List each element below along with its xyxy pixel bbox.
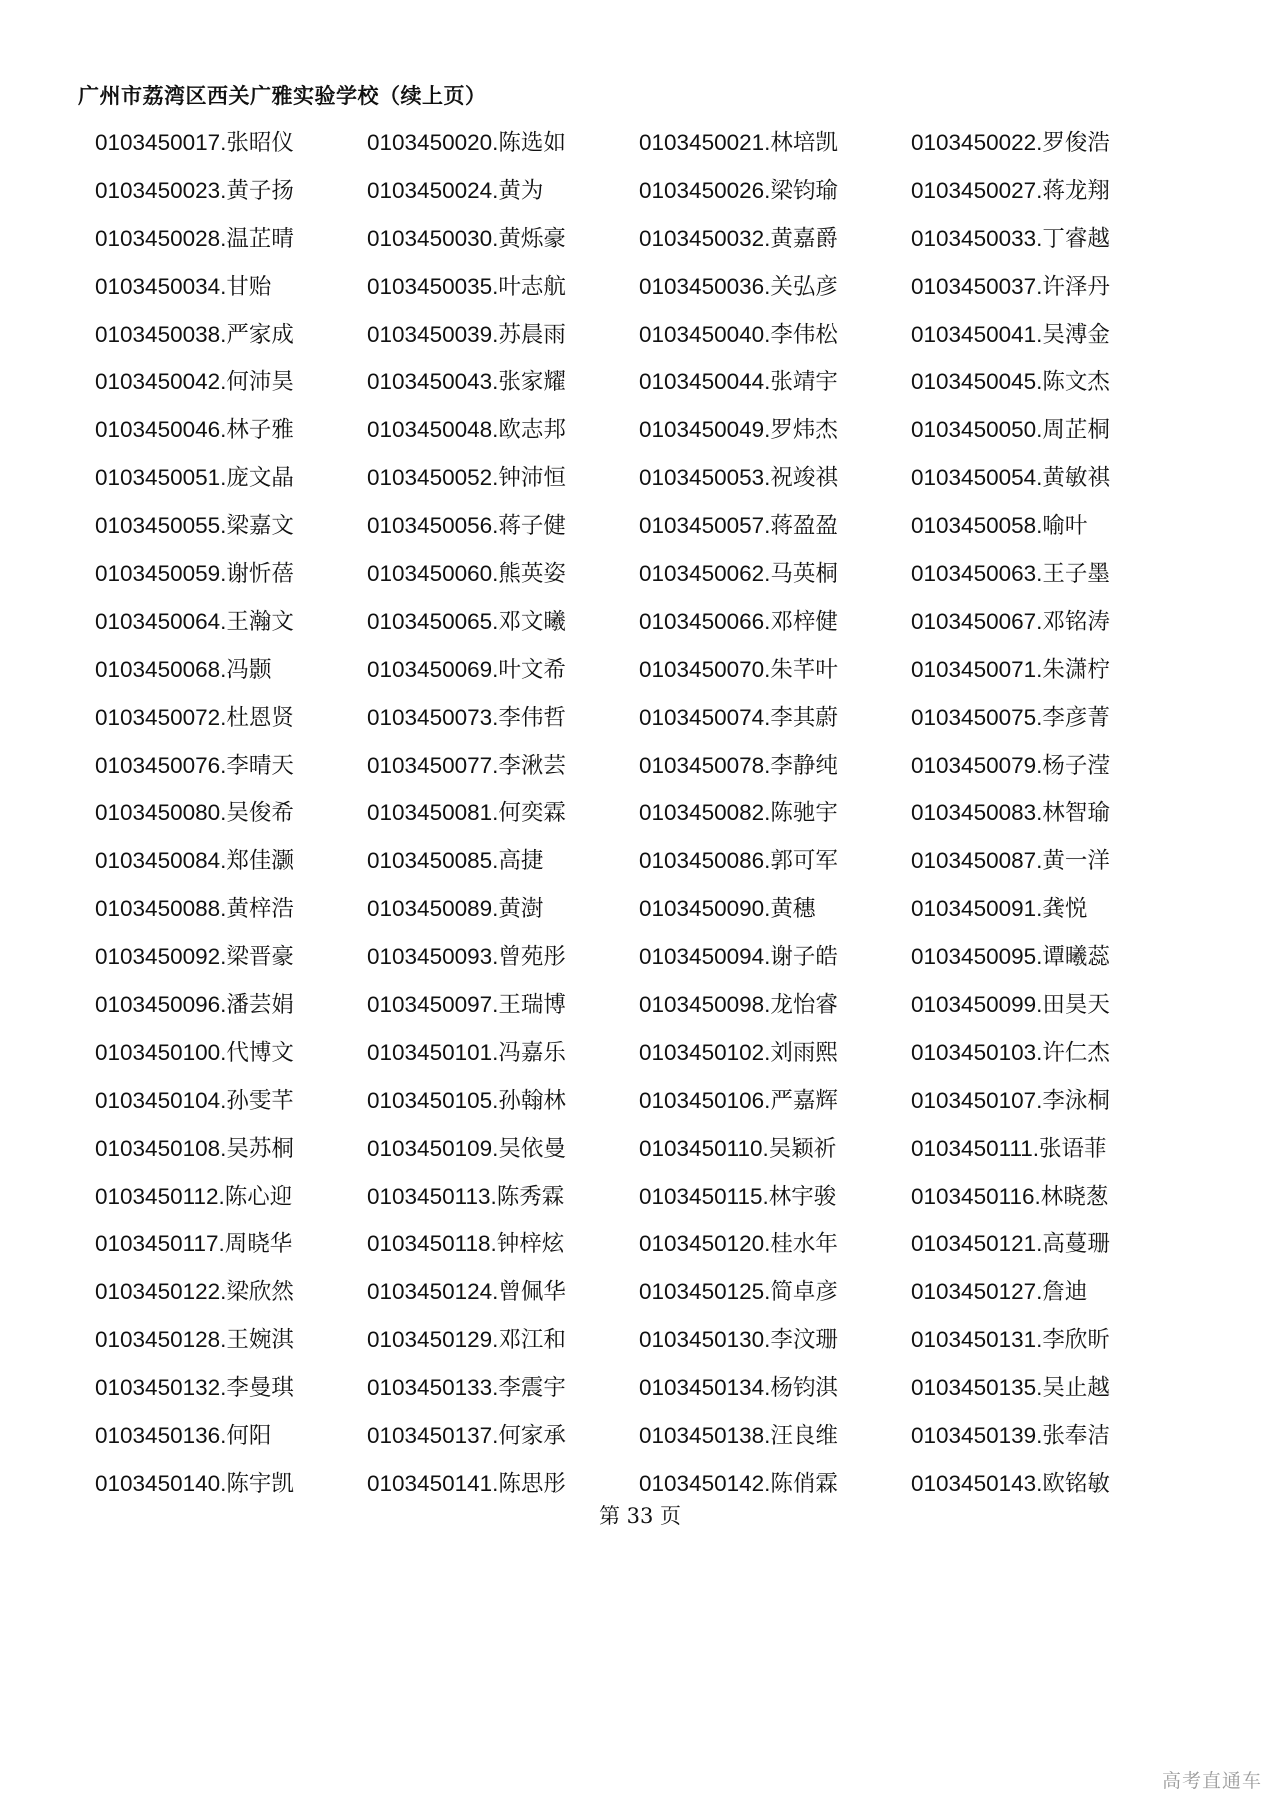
student-entry: 0103450062.马英桐 — [639, 561, 838, 587]
student-entry: 0103450099.田昊天 — [911, 992, 1110, 1018]
student-entry: 0103450088.黄梓浩 — [95, 896, 294, 922]
student-entry: 0103450120.桂水年 — [639, 1231, 838, 1257]
student-entry: 0103450118.钟梓炫 — [367, 1231, 565, 1257]
student-entry: 0103450064.王瀚文 — [95, 608, 294, 634]
student-entry: 0103450085.高捷 — [367, 848, 544, 874]
student-entry: 0103450139.张奉洁 — [911, 1423, 1110, 1449]
student-entry: 0103450083.林智瑜 — [911, 800, 1110, 826]
student-entry: 0103450116.林晓葱 — [911, 1183, 1109, 1209]
student-entry: 0103450095.谭曦蕊 — [911, 944, 1110, 970]
student-entry: 0103450037.许泽丹 — [911, 273, 1110, 299]
student-entry: 0103450106.严嘉辉 — [639, 1087, 838, 1113]
student-entry: 0103450086.郭可军 — [639, 848, 838, 874]
student-entry: 0103450092.梁晋豪 — [95, 944, 294, 970]
student-entry: 0103450067.邓铭涛 — [911, 608, 1110, 634]
student-entry: 0103450028.温芷晴 — [95, 225, 294, 251]
student-entry: 0103450056.蒋子健 — [367, 513, 566, 539]
student-entry: 0103450057.蒋盈盈 — [639, 513, 838, 539]
student-entry: 0103450077.李湫芸 — [367, 752, 566, 778]
student-entry: 0103450079.杨子滢 — [911, 752, 1110, 778]
student-entry: 0103450033.丁睿越 — [911, 225, 1110, 251]
student-entry: 0103450137.何家承 — [367, 1423, 566, 1449]
student-entry: 0103450113.陈秀霖 — [367, 1183, 565, 1209]
student-entry: 0103450093.曾苑彤 — [367, 944, 566, 970]
section-heading: 广州市荔湾区西关广雅实验学校（续上页） — [78, 84, 487, 108]
student-entry: 0103450076.李晴天 — [95, 752, 294, 778]
student-entry: 0103450100.代博文 — [95, 1039, 294, 1065]
student-entry: 0103450050.周芷桐 — [911, 417, 1110, 443]
student-entry: 0103450136.何阳 — [95, 1423, 272, 1449]
student-entry: 0103450020.陈选如 — [367, 130, 566, 155]
student-entry: 0103450109.吴依曼 — [367, 1135, 566, 1161]
student-entry: 0103450104.孙雯芊 — [95, 1087, 294, 1113]
student-entry: 0103450027.蒋龙翔 — [911, 177, 1110, 203]
student-entry: 0103450030.黄烁豪 — [367, 225, 566, 251]
student-entry: 0103450140.陈宇凯 — [95, 1470, 294, 1496]
student-entry: 0103450046.林子雅 — [95, 417, 294, 443]
student-entry: 0103450072.杜恩贤 — [95, 704, 294, 730]
student-entry: 0103450091.龚悦 — [911, 896, 1088, 922]
student-entry: 0103450039.苏晨雨 — [367, 321, 566, 347]
student-entry: 0103450048.欧志邦 — [367, 417, 566, 443]
student-entry: 0103450131.李欣昕 — [911, 1327, 1110, 1353]
student-entry: 0103450038.严家成 — [95, 321, 294, 347]
student-entry: 0103450111.张语菲 — [911, 1135, 1107, 1161]
student-entry: 0103450084.郑佳灏 — [95, 848, 294, 874]
student-entry: 0103450081.何奕霖 — [367, 800, 566, 826]
student-entry: 0103450041.吴溥金 — [911, 321, 1110, 347]
student-entry: 0103450121.高蔓珊 — [911, 1231, 1110, 1257]
student-list — [95, 119, 1215, 1508]
student-entry: 0103450070.朱芊叶 — [639, 656, 838, 682]
student-entry: 0103450128.王婉淇 — [95, 1327, 294, 1353]
student-entry: 0103450141.陈思彤 — [367, 1470, 566, 1496]
student-entry: 0103450059.谢忻蓓 — [95, 561, 294, 587]
student-entry: 0103450122.梁欣然 — [95, 1279, 294, 1305]
student-entry: 0103450052.钟沛恒 — [367, 465, 566, 491]
student-entry: 0103450129.邓江和 — [367, 1327, 566, 1353]
student-entry: 0103450071.朱潇柠 — [911, 656, 1110, 682]
student-entry: 0103450063.王子墨 — [911, 561, 1110, 587]
student-entry: 0103450127.詹迪 — [911, 1279, 1088, 1305]
student-entry: 0103450138.汪良维 — [639, 1423, 838, 1449]
student-entry: 0103450068.冯颢 — [95, 656, 272, 682]
student-entry: 0103450023.黄子扬 — [95, 177, 294, 203]
student-entry: 0103450103.许仁杰 — [911, 1039, 1110, 1065]
student-entry: 0103450080.吴俊希 — [95, 800, 294, 826]
page-number: 第 33 页 — [598, 1504, 682, 1528]
student-entry: 0103450045.陈文杰 — [911, 369, 1110, 395]
student-entry: 0103450115.林宇骏 — [639, 1183, 837, 1209]
student-entry: 0103450125.简卓彦 — [639, 1279, 838, 1305]
student-entry: 0103450134.杨钧淇 — [639, 1375, 838, 1401]
student-entry: 0103450044.张靖宇 — [639, 369, 838, 395]
student-entry: 0103450110.吴颖祈 — [639, 1135, 837, 1161]
student-entry: 0103450055.梁嘉文 — [95, 513, 294, 539]
student-entry: 0103450054.黄敏祺 — [911, 465, 1110, 491]
student-entry: 0103450101.冯嘉乐 — [367, 1039, 566, 1065]
student-entry: 0103450032.黄嘉爵 — [639, 225, 838, 251]
student-entry: 0103450108.吴苏桐 — [95, 1135, 294, 1161]
student-entry: 0103450022.罗俊浩 — [911, 130, 1110, 155]
student-entry: 0103450082.陈驰宇 — [639, 800, 838, 826]
student-entry: 0103450049.罗炜杰 — [639, 417, 838, 443]
student-entry: 0103450066.邓梓健 — [639, 608, 838, 634]
student-entry: 0103450098.龙怡睿 — [639, 992, 838, 1018]
student-entry: 0103450102.刘雨熙 — [639, 1039, 838, 1065]
student-entry: 0103450124.曾佩华 — [367, 1279, 566, 1305]
student-entry: 0103450042.何沛昊 — [95, 369, 294, 395]
student-entry: 0103450058.喻叶 — [911, 513, 1088, 539]
student-entry: 0103450135.吴止越 — [911, 1375, 1110, 1401]
student-entry: 0103450097.王瑞博 — [367, 992, 566, 1018]
student-entry: 0103450017.张昭仪 — [95, 130, 294, 155]
student-entry: 0103450034.甘贻 — [95, 273, 272, 299]
student-entry: 0103450143.欧铭敏 — [911, 1470, 1110, 1496]
student-entry: 0103450094.谢子皓 — [639, 944, 838, 970]
student-entry: 0103450089.黄澍 — [367, 896, 544, 922]
student-entry: 0103450024.黄为 — [367, 177, 544, 203]
student-entry: 0103450040.李伟松 — [639, 321, 838, 347]
student-entry: 0103450130.李汶珊 — [639, 1327, 838, 1353]
student-entry: 0103450087.黄一洋 — [911, 848, 1110, 874]
student-entry: 0103450117.周晓华 — [95, 1231, 293, 1257]
student-entry: 0103450021.林培凯 — [639, 130, 838, 155]
watermark: 高考直通车 — [1161, 1770, 1262, 1792]
student-entry: 0103450074.李其蔚 — [639, 704, 838, 730]
student-entry: 0103450035.叶志航 — [367, 273, 566, 299]
student-entry: 0103450096.潘芸娟 — [95, 992, 294, 1018]
student-entry: 0103450026.梁钧瑜 — [639, 177, 838, 203]
student-entry: 0103450078.李静纯 — [639, 752, 838, 778]
student-entry: 0103450053.祝竣祺 — [639, 465, 838, 491]
student-entry: 0103450133.李震宇 — [367, 1375, 566, 1401]
student-entry: 0103450065.邓文曦 — [367, 608, 566, 634]
student-entry: 0103450105.孙翰林 — [367, 1087, 566, 1113]
student-entry: 0103450069.叶文希 — [367, 656, 566, 682]
student-entry: 0103450043.张家耀 — [367, 369, 566, 395]
student-entry: 0103450051.庞文晶 — [95, 465, 294, 491]
student-entry: 0103450060.熊英姿 — [367, 561, 566, 587]
student-entry: 0103450073.李伟哲 — [367, 704, 566, 730]
student-entry: 0103450107.李泳桐 — [911, 1087, 1110, 1113]
student-entry: 0103450090.黄穗 — [639, 896, 816, 922]
student-entry: 0103450142.陈俏霖 — [639, 1470, 838, 1496]
student-entry: 0103450132.李曼琪 — [95, 1375, 294, 1401]
student-entry: 0103450112.陈心迎 — [95, 1183, 293, 1209]
student-entry: 0103450075.李彦菁 — [911, 704, 1110, 730]
student-entry: 0103450036.关弘彦 — [639, 273, 838, 299]
